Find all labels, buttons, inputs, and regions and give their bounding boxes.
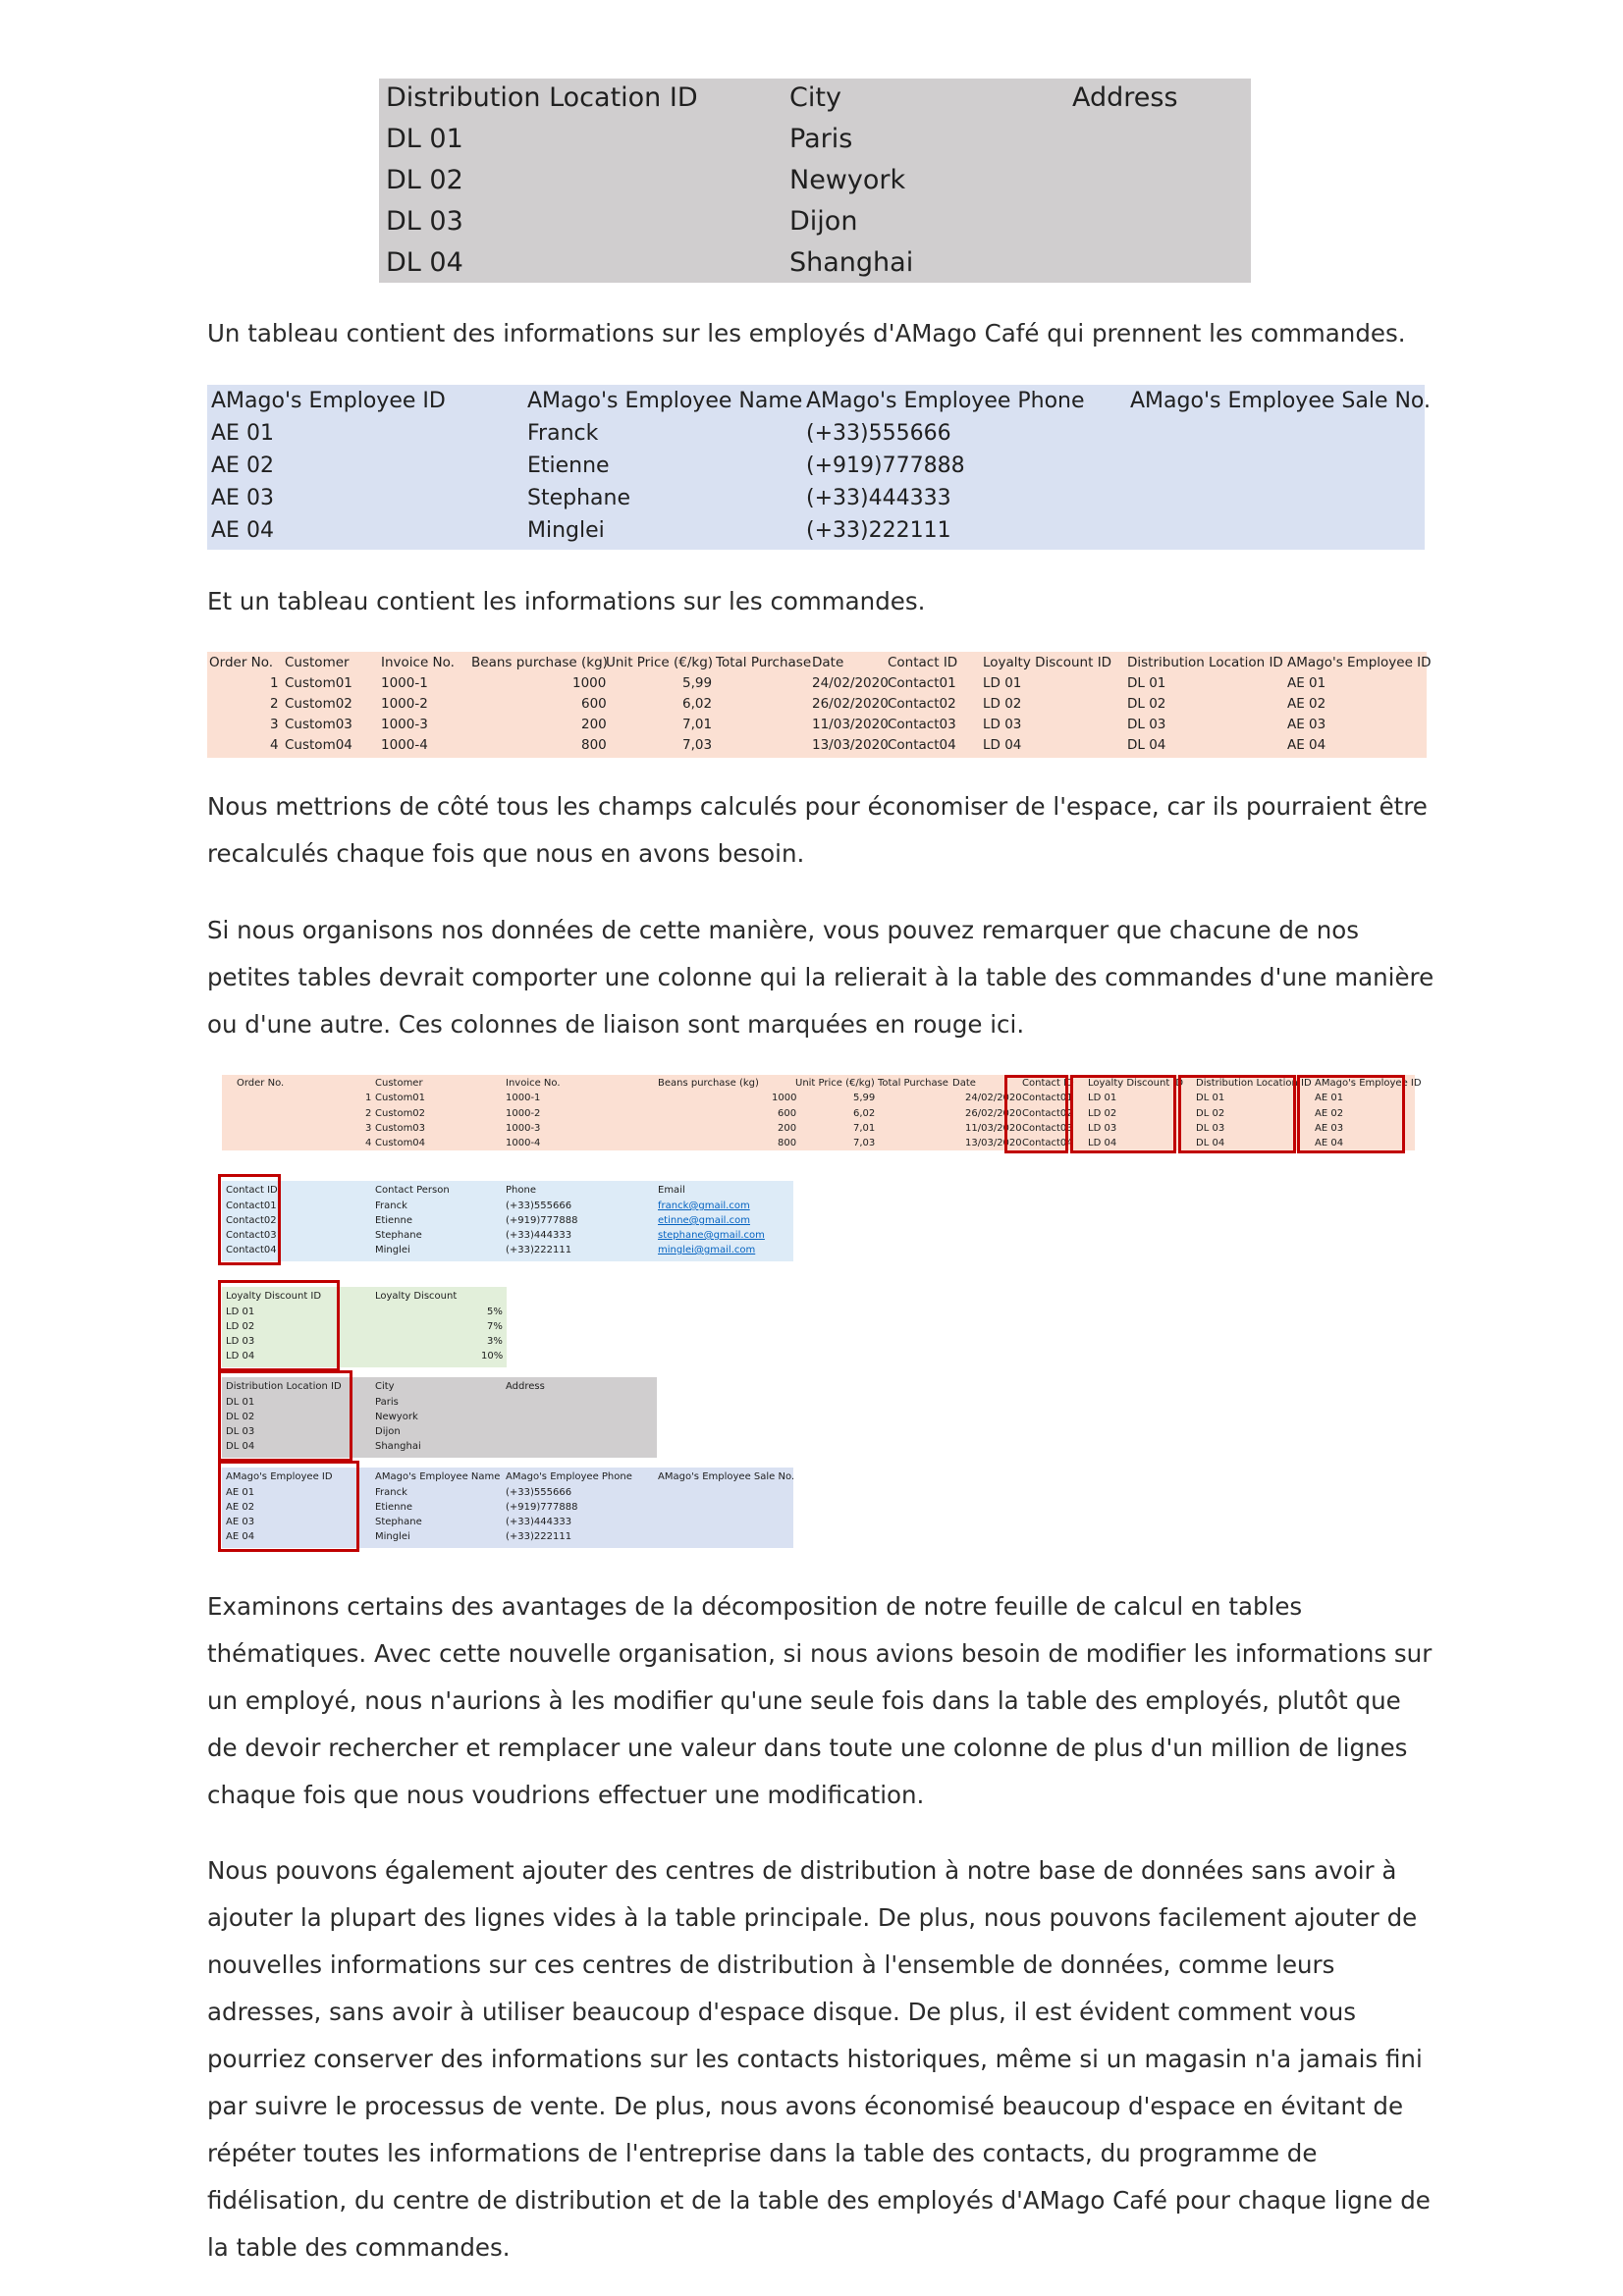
- table-cell: Custom03: [375, 1123, 426, 1134]
- table-cell: 600: [581, 696, 607, 712]
- table-cell: Custom03: [285, 717, 352, 732]
- link-highlight-loyalty-id: [1070, 1075, 1176, 1153]
- link-highlight-contact-id: [218, 1174, 281, 1265]
- table-cell: Paris: [789, 124, 853, 154]
- table-header-row: [207, 652, 1432, 672]
- table-cell: (+33)444333: [506, 1230, 572, 1241]
- table-cell: 7,01: [682, 717, 713, 732]
- email-link[interactable]: stephane@gmail.com: [658, 1230, 765, 1241]
- table-cell: Contact02: [226, 1215, 277, 1226]
- table-cell: DL 01: [386, 124, 463, 154]
- table-cell: 7,03: [682, 737, 713, 753]
- table-header-row: [207, 385, 1432, 417]
- column-header: AMago's Employee Sale No.: [658, 1471, 795, 1482]
- column-header: City: [789, 82, 841, 113]
- table-cell: 7%: [487, 1321, 503, 1332]
- table-cell: Custom04: [285, 737, 352, 753]
- table-cell: 13/03/2020: [965, 1138, 1022, 1148]
- table-row: [207, 672, 1427, 693]
- table-cell: 7,03: [853, 1138, 876, 1148]
- table-cell: AE 01: [1287, 675, 1326, 691]
- link-highlight-employee-id: [1297, 1075, 1405, 1153]
- table-cell: AE 01: [211, 421, 274, 446]
- table-cell: Stephane: [375, 1517, 422, 1527]
- column-header: AMago's Employee ID: [1315, 1078, 1422, 1089]
- table-cell: Newyork: [789, 165, 906, 195]
- table-cell: Etienne: [375, 1215, 412, 1226]
- table-row: [207, 514, 1425, 547]
- table-cell: DL 03: [226, 1426, 255, 1437]
- table-cell: 1000-1: [381, 675, 428, 691]
- paragraph: Examinons certains des avantages de la décomposition de notre feuille de calcul en tables thématiques. Avec cette nouvelle organisation, si nous avions besoin de modifier les informations sur un employé, nous n'aurions à les modifier qu'une seule fois dans la table des employés, plutôt que de devoir rechercher et remplacer une valeur dans toute une colonne de plus d'un million de lignes chaque fois que nous voudrions effectuer une modification.: [207, 1592, 1433, 1809]
- table-cell: DL 03: [386, 206, 463, 237]
- column-header: AMago's Employee Name: [375, 1471, 501, 1482]
- table-row: [207, 734, 1427, 755]
- column-header: City: [375, 1381, 395, 1392]
- column-header: Beans purchase (kg): [471, 655, 608, 670]
- table-cell: Minglei: [375, 1531, 410, 1542]
- column-header: Address: [506, 1381, 545, 1392]
- table-cell: Paris: [375, 1397, 399, 1408]
- table-cell: 1000-3: [506, 1123, 541, 1134]
- table-cell: (+919)777888: [506, 1502, 578, 1513]
- table-cell: AE 04: [1287, 737, 1326, 753]
- column-header: Order No.: [237, 1078, 285, 1089]
- table-cell: 26/02/2020: [965, 1108, 1022, 1119]
- column-header: Customer: [375, 1078, 423, 1089]
- column-header: Unit Price (€/kg): [606, 655, 714, 670]
- table-row: [207, 450, 1425, 482]
- paragraph: Nous pouvons également ajouter des centres de distribution à notre base de données sans avoir à ajouter la plupart des lignes vides à la table principale. De plus, nous pouvons facilement ajouter de nouvelles informations sur ces centres de distribution à l'ensemble de données, comme leurs adresses, sans avoir à utiliser beaucoup d'espace disque. De plus, il est évident comment vous pourriez conserver des informations sur les contacts historiques, même si un magasin n'a jamais fini par suivre le processus de vente. De plus, nous avons économisé beaucoup d'espace en évitant de répéter toutes les informations de l'entreprise dans la table des contacts, du programme de fidélisation, du centre de distribution et de la table des employés d'AMago Café pour chaque ligne de la table des commandes.: [207, 1856, 1431, 2262]
- table-row: [207, 417, 1425, 450]
- table-cell: (+33)555666: [806, 421, 951, 446]
- table-cell: Custom02: [375, 1108, 426, 1119]
- table-cell: AE 03: [1315, 1123, 1344, 1134]
- table-cell: AE 04: [1315, 1138, 1344, 1148]
- table-cell: AE 02: [226, 1502, 255, 1513]
- paragraph: Et un tableau contient les informations sur les commandes.: [207, 587, 926, 615]
- table-header-row: [379, 79, 1251, 120]
- table-cell: 1: [365, 1093, 372, 1103]
- table-cell: 10%: [481, 1351, 504, 1362]
- column-header: Distribution Location ID: [226, 1381, 342, 1392]
- table-cell: 7,01: [853, 1123, 876, 1134]
- table-cell: Franck: [527, 421, 599, 446]
- table-cell: Contact02: [888, 696, 956, 712]
- table-cell: Franck: [375, 1487, 407, 1498]
- table-cell: AE 01: [1315, 1093, 1344, 1103]
- table-row: [207, 482, 1425, 514]
- table-row: [379, 202, 1251, 243]
- link-highlight-employee-id: [218, 1461, 359, 1552]
- column-header: Date: [812, 655, 844, 670]
- column-header: Contact Person: [375, 1185, 450, 1196]
- table-cell: DL 04: [1127, 737, 1166, 753]
- table-cell: 1000-3: [381, 717, 428, 732]
- table-cell: Etienne: [375, 1502, 412, 1513]
- column-header: Phone: [506, 1185, 536, 1196]
- table-cell: (+33)222111: [806, 518, 951, 543]
- employee-table: [207, 385, 1432, 550]
- table-cell: 5%: [487, 1307, 503, 1317]
- paragraph: Un tableau contient des informations sur les employés d'AMago Café qui prennent les commandes.: [207, 319, 1406, 347]
- table-cell: AE 03: [211, 486, 274, 510]
- column-header: Order No.: [209, 655, 274, 670]
- table-cell: DL 04: [226, 1441, 255, 1452]
- table-cell: (+33)222111: [506, 1531, 572, 1542]
- table-cell: 1000-4: [381, 737, 428, 753]
- table-cell: Minglei: [527, 518, 605, 543]
- table-cell: 1000: [572, 675, 607, 691]
- table-cell: Etienne: [527, 454, 610, 478]
- table-cell: LD 01: [983, 675, 1022, 691]
- table-cell: Custom01: [285, 675, 352, 691]
- table-cell: 3: [365, 1123, 372, 1134]
- table-cell: 11/03/2020: [965, 1123, 1022, 1134]
- table-cell: Contact04: [1022, 1138, 1073, 1148]
- column-header: Distribution Location ID: [1196, 1078, 1312, 1089]
- table-cell: 200: [581, 717, 607, 732]
- column-header: Beans purchase (kg): [658, 1078, 759, 1089]
- paragraph: Si nous organisons nos données de cette manière, vous pouvez remarquer que chacune de nos petites tables devrait comporter une colonne qui la relierait à la table des commandes d'une manière ou d'une autre. Ces colonnes de liaison sont marquées en rouge ici.: [207, 916, 1434, 1039]
- table-cell: AE 01: [226, 1487, 255, 1498]
- table-cell: 4: [365, 1138, 372, 1148]
- table-cell: LD 03: [983, 717, 1022, 732]
- column-header: Customer: [285, 655, 350, 670]
- table-cell: 1000-1: [506, 1093, 541, 1103]
- column-header: Distribution Location ID: [1127, 655, 1283, 670]
- table-cell: 6,02: [682, 696, 713, 712]
- table-cell: LD 04: [983, 737, 1022, 753]
- mini-contacts-table: [222, 1181, 793, 1261]
- table-cell: AE 03: [1287, 717, 1326, 732]
- table-row: [379, 161, 1251, 202]
- table-cell: 6,02: [853, 1108, 876, 1119]
- table-cell: Minglei: [375, 1245, 410, 1255]
- table-cell: (+33)555666: [506, 1201, 572, 1211]
- table-cell: LD 04: [1088, 1138, 1117, 1148]
- table-cell: DL 02: [1196, 1108, 1225, 1119]
- email-link[interactable]: franck@gmail.com: [658, 1201, 750, 1211]
- column-header: Contact ID: [1022, 1078, 1074, 1089]
- table-cell: Stephane: [375, 1230, 422, 1241]
- table-cell: Contact02: [1022, 1108, 1073, 1119]
- table-cell: 5,99: [682, 675, 713, 691]
- table-cell: LD 02: [226, 1321, 255, 1332]
- table-cell: 800: [581, 737, 607, 753]
- table-cell: DL 04: [386, 247, 463, 278]
- table-cell: Contact04: [888, 737, 956, 753]
- table-cell: 26/02/2020: [812, 696, 889, 712]
- distribution-location-table: [379, 79, 1251, 283]
- table-cell: 1000-2: [381, 696, 428, 712]
- table-cell: Stephane: [527, 486, 630, 510]
- column-header: Loyalty Discount: [375, 1291, 458, 1302]
- link-highlight-loyalty-id: [218, 1280, 340, 1371]
- table-cell: LD 03: [1088, 1123, 1117, 1134]
- column-header: Address: [1072, 82, 1178, 113]
- table-cell: DL 03: [1196, 1123, 1225, 1134]
- table-cell: 24/02/2020: [812, 675, 889, 691]
- column-header: AMago's Employee ID: [226, 1471, 333, 1482]
- table-row: [207, 714, 1427, 734]
- email-link[interactable]: etinne@gmail.com: [658, 1215, 750, 1226]
- link-highlight-distribution-id: [1178, 1075, 1296, 1153]
- column-header: Date: [952, 1078, 976, 1089]
- column-header: AMago's Employee Phone: [806, 389, 1085, 413]
- table-cell: LD 02: [983, 696, 1022, 712]
- table-cell: DL 04: [1196, 1138, 1225, 1148]
- table-cell: 600: [778, 1108, 797, 1119]
- table-cell: (+919)777888: [506, 1215, 578, 1226]
- table-cell: 200: [778, 1123, 797, 1134]
- linked-tables-figure: [207, 1075, 1422, 1551]
- table-cell: (+33)222111: [506, 1245, 572, 1255]
- table-cell: DL 01: [1127, 675, 1166, 691]
- table-cell: Contact01: [226, 1201, 277, 1211]
- table-cell: AE 04: [211, 518, 274, 543]
- table-cell: 800: [778, 1138, 797, 1148]
- table-cell: 13/03/2020: [812, 737, 889, 753]
- table-row: [379, 120, 1251, 161]
- column-header: AMago's Employee ID: [1287, 655, 1432, 670]
- table-cell: DL 02: [1127, 696, 1166, 712]
- table-cell: Custom01: [375, 1093, 426, 1103]
- column-header: Loyalty Discount ID: [226, 1291, 322, 1302]
- table-cell: 1000-4: [506, 1138, 541, 1148]
- column-header: Loyalty Discount ID: [983, 655, 1112, 670]
- table-cell: LD 03: [226, 1336, 255, 1347]
- table-cell: AE 04: [226, 1531, 255, 1542]
- table-cell: DL 01: [1196, 1093, 1225, 1103]
- table-cell: Dijon: [375, 1426, 401, 1437]
- column-header: Total Purchase: [878, 1078, 948, 1089]
- table-row: [379, 243, 1251, 285]
- table-cell: (+33)444333: [506, 1517, 572, 1527]
- column-header: AMago's Employee Sale No.: [1130, 389, 1432, 413]
- table-cell: 3: [270, 717, 279, 732]
- table-cell: Dijon: [789, 206, 858, 237]
- table-cell: 1000-2: [506, 1108, 541, 1119]
- column-header: AMago's Employee Phone: [506, 1471, 632, 1482]
- table-cell: (+919)777888: [806, 454, 965, 478]
- table-cell: AE 02: [1287, 696, 1326, 712]
- table-cell: (+33)555666: [506, 1487, 572, 1498]
- table-cell: AE 03: [226, 1517, 255, 1527]
- email-link[interactable]: minglei@gmail.com: [658, 1245, 756, 1255]
- table-cell: DL 02: [386, 165, 463, 195]
- table-cell: Shanghai: [789, 247, 914, 278]
- table-cell: 3%: [487, 1336, 503, 1347]
- table-cell: Contact03: [1022, 1123, 1073, 1134]
- column-header: Contact ID: [226, 1185, 278, 1196]
- column-header: AMago's Employee ID: [211, 389, 446, 413]
- column-header: Invoice No.: [506, 1078, 561, 1089]
- table-cell: 2: [365, 1108, 372, 1119]
- table-cell: AE 02: [1315, 1108, 1344, 1119]
- table-cell: 1000: [772, 1093, 797, 1103]
- column-header: Invoice No.: [381, 655, 455, 670]
- table-cell: Contact03: [226, 1230, 277, 1241]
- table-cell: 24/02/2020: [965, 1093, 1022, 1103]
- table-cell: DL 02: [226, 1412, 255, 1422]
- table-cell: DL 03: [1127, 717, 1166, 732]
- column-header: Loyalty Discount ID: [1088, 1078, 1184, 1089]
- column-header: AMago's Employee Name: [527, 389, 803, 413]
- link-highlight-distribution-id: [218, 1370, 352, 1462]
- table-cell: LD 01: [226, 1307, 255, 1317]
- table-cell: DL 01: [226, 1397, 255, 1408]
- column-header: Total Purchase: [716, 655, 812, 670]
- table-cell: Contact04: [226, 1245, 277, 1255]
- column-header: Contact ID: [888, 655, 958, 670]
- table-cell: LD 02: [1088, 1108, 1117, 1119]
- table-cell: Franck: [375, 1201, 407, 1211]
- orders-table: [207, 652, 1432, 758]
- column-header: Email: [658, 1185, 685, 1196]
- table-cell: Contact03: [888, 717, 956, 732]
- table-cell: Contact01: [888, 675, 956, 691]
- table-cell: Custom02: [285, 696, 352, 712]
- table-cell: Newyork: [375, 1412, 418, 1422]
- table-cell: LD 01: [1088, 1093, 1117, 1103]
- column-header: Unit Price (€/kg): [795, 1078, 875, 1089]
- table-cell: 5,99: [853, 1093, 876, 1103]
- table-cell: 4: [270, 737, 279, 753]
- table-cell: Contact01: [1022, 1093, 1073, 1103]
- table-cell: 1: [270, 675, 279, 691]
- table-cell: Custom04: [375, 1138, 426, 1148]
- table-cell: AE 02: [211, 454, 274, 478]
- link-highlight-contact-id: [1004, 1075, 1068, 1153]
- table-cell: 11/03/2020: [812, 717, 889, 732]
- table-cell: LD 04: [226, 1351, 255, 1362]
- table-cell: 2: [270, 696, 279, 712]
- table-row: [207, 693, 1427, 714]
- table-cell: Shanghai: [375, 1441, 421, 1452]
- paragraph: Nous mettrions de côté tous les champs calculés pour économiser de l'espace, car ils pourraient être recalculés chaque fois que nous en avons besoin.: [207, 792, 1428, 868]
- table-cell: (+33)444333: [806, 486, 951, 510]
- column-header: Distribution Location ID: [386, 82, 698, 113]
